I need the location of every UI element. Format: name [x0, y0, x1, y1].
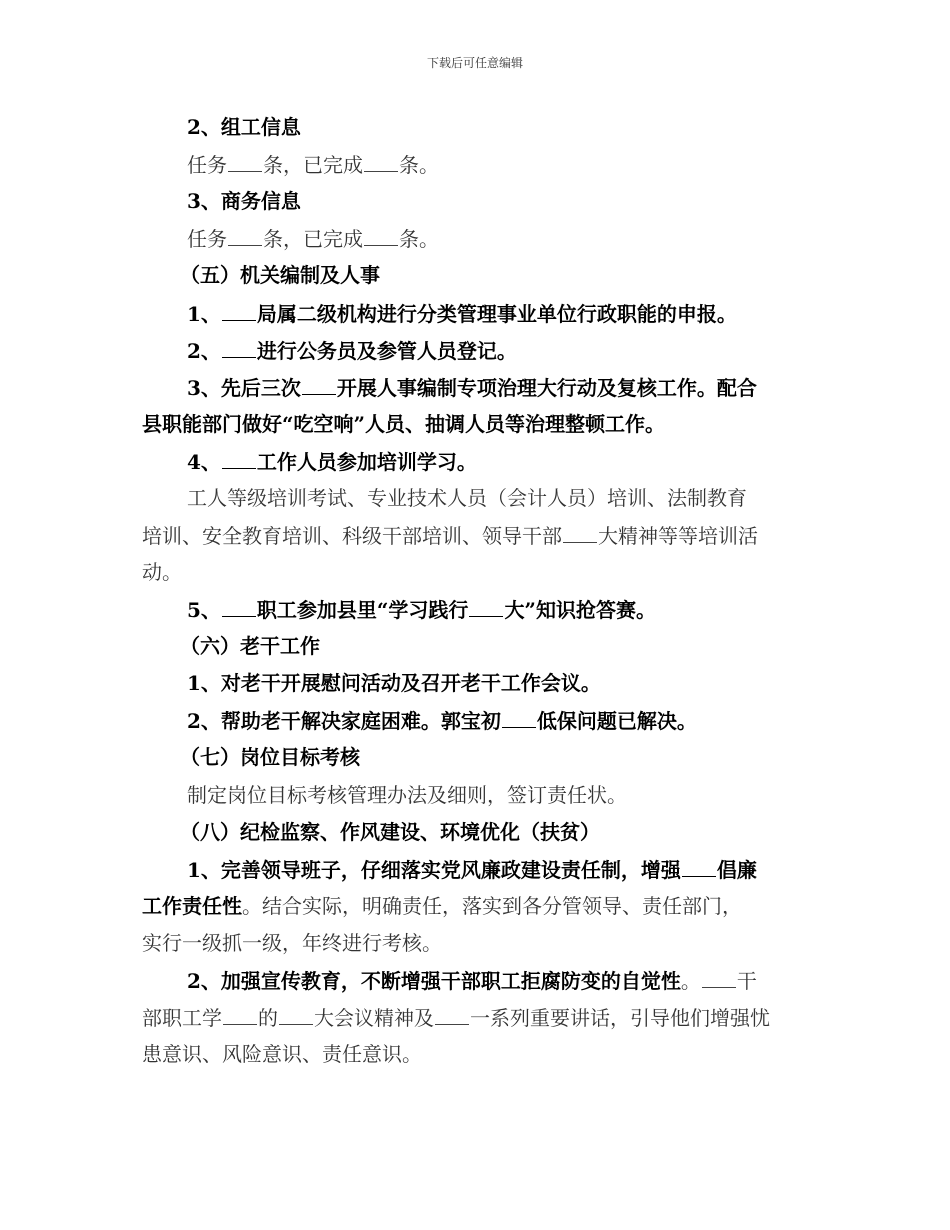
section-heading-8 [180, 820, 600, 844]
text: 局属二级机构进行分类管理事业单位行政职能的申报。 [256, 302, 737, 326]
paragraph-line [142, 894, 742, 918]
text: 4、 [187, 450, 221, 474]
text: 患意识、风险意识、责任意识。 [142, 1042, 422, 1066]
list-item [187, 708, 697, 733]
blank-underline [502, 708, 536, 728]
list-item [187, 301, 737, 326]
blank-underline [228, 226, 262, 246]
text: 3、先后三次 [187, 376, 301, 400]
list-item [187, 449, 477, 474]
task-line [187, 152, 439, 177]
blank-underline [222, 449, 256, 469]
list-item [187, 597, 656, 622]
list-item [187, 671, 601, 695]
text: 一系列重要讲话，引导他们增强忧 [470, 1006, 770, 1030]
text: 大精神等等培训活 [598, 524, 758, 548]
heading-text: 2、组工信息 [187, 115, 301, 139]
task-line [187, 226, 439, 251]
bold-text: 工作责任性 [142, 894, 242, 918]
list-item-continuation [142, 412, 665, 436]
paragraph-line [187, 486, 747, 510]
item-zugong-info [187, 115, 301, 139]
blank-underline [302, 375, 336, 395]
list-item [187, 968, 757, 993]
list-item [187, 338, 517, 363]
text: 任务 [187, 153, 227, 177]
text: 开展人事编制专项治理大行动及复核工作。配合 [336, 376, 757, 400]
text: 1、完善领导班子，仔细落实党风廉政建设责任制，增强 [187, 858, 681, 882]
text: 。结合实际，明确责任，落实到各分管领导、责任部门， [242, 894, 742, 918]
blank-underline [469, 597, 503, 617]
item-commerce-info [187, 189, 301, 213]
blank-underline [563, 523, 597, 543]
text: 倡廉 [716, 858, 757, 882]
blank-underline [223, 1005, 257, 1025]
text: 工作人员参加培训学习。 [256, 450, 477, 474]
text: 县职能部门做好“吃空响”人员、抽调人员等治理整顿工作。 [142, 412, 666, 436]
heading-text: 3、商务信息 [187, 189, 301, 213]
blank-underline [364, 226, 398, 246]
text: 干 [736, 969, 757, 993]
blank-underline [279, 1005, 313, 1025]
heading-text: （七）岗位目标考核 [180, 745, 360, 769]
section-heading-5 [180, 263, 380, 287]
heading-text: （八）纪检监察、作风建设、环境优化（扶贫） [180, 820, 600, 844]
text: 实行一级抓一级，年终进行考核。 [142, 931, 442, 955]
text: 培训、安全教育培训、科级干部培训、领导干部 [142, 524, 562, 548]
text: 条。 [399, 153, 439, 177]
text: 制定岗位目标考核管理办法及细则，签订责任状。 [187, 783, 627, 807]
paragraph-line [187, 783, 627, 807]
heading-text: （五）机关编制及人事 [180, 263, 380, 287]
text: 部职工学 [142, 1006, 222, 1030]
blank-underline [682, 857, 716, 877]
blank-underline [702, 968, 736, 988]
text: 1、对老干开展慰问活动及召开老干工作会议。 [187, 671, 601, 695]
text: 条，已完成 [263, 227, 363, 251]
text: 职工参加县里“学习践行 [256, 598, 469, 622]
text: 大会议精神及 [314, 1006, 434, 1030]
text: 2、 [187, 339, 221, 363]
blank-underline [435, 1005, 469, 1025]
page-header: 下载后可任意编辑 [426, 56, 523, 70]
section-heading-7 [180, 745, 360, 769]
heading-text: （六）老干工作 [180, 634, 320, 658]
list-item [187, 857, 757, 882]
text: 动。 [142, 560, 182, 584]
bold-text: 2、加强宣传教育，不断增强干部职工拒腐防变的自觉性 [187, 969, 681, 993]
text: 大”知识抢答赛。 [504, 598, 656, 622]
text: 进行公务员及参管人员登记。 [256, 339, 517, 363]
blank-underline [228, 152, 262, 172]
text: 。 [680, 969, 701, 993]
text: 5、 [187, 598, 221, 622]
section-heading-6 [180, 634, 320, 658]
paragraph-line [142, 1005, 770, 1030]
paragraph-line [142, 523, 758, 548]
blank-underline [222, 338, 256, 358]
paragraph-line [142, 1042, 422, 1066]
text: 任务 [187, 227, 227, 251]
paragraph-line [142, 931, 442, 955]
blank-underline [222, 597, 256, 617]
text: 的 [258, 1006, 278, 1030]
blank-underline [222, 301, 256, 321]
list-item [187, 375, 757, 400]
paragraph-line [142, 560, 182, 584]
text: 条，已完成 [263, 153, 363, 177]
text: 工人等级培训考试、专业技术人员（会计人员）培训、法制教育 [187, 486, 747, 510]
text: 条。 [399, 227, 439, 251]
text: 2、帮助老干解决家庭困难。郭宝初 [187, 709, 501, 733]
text: 低保问题已解决。 [536, 709, 697, 733]
blank-underline [364, 152, 398, 172]
text: 1、 [187, 302, 221, 326]
